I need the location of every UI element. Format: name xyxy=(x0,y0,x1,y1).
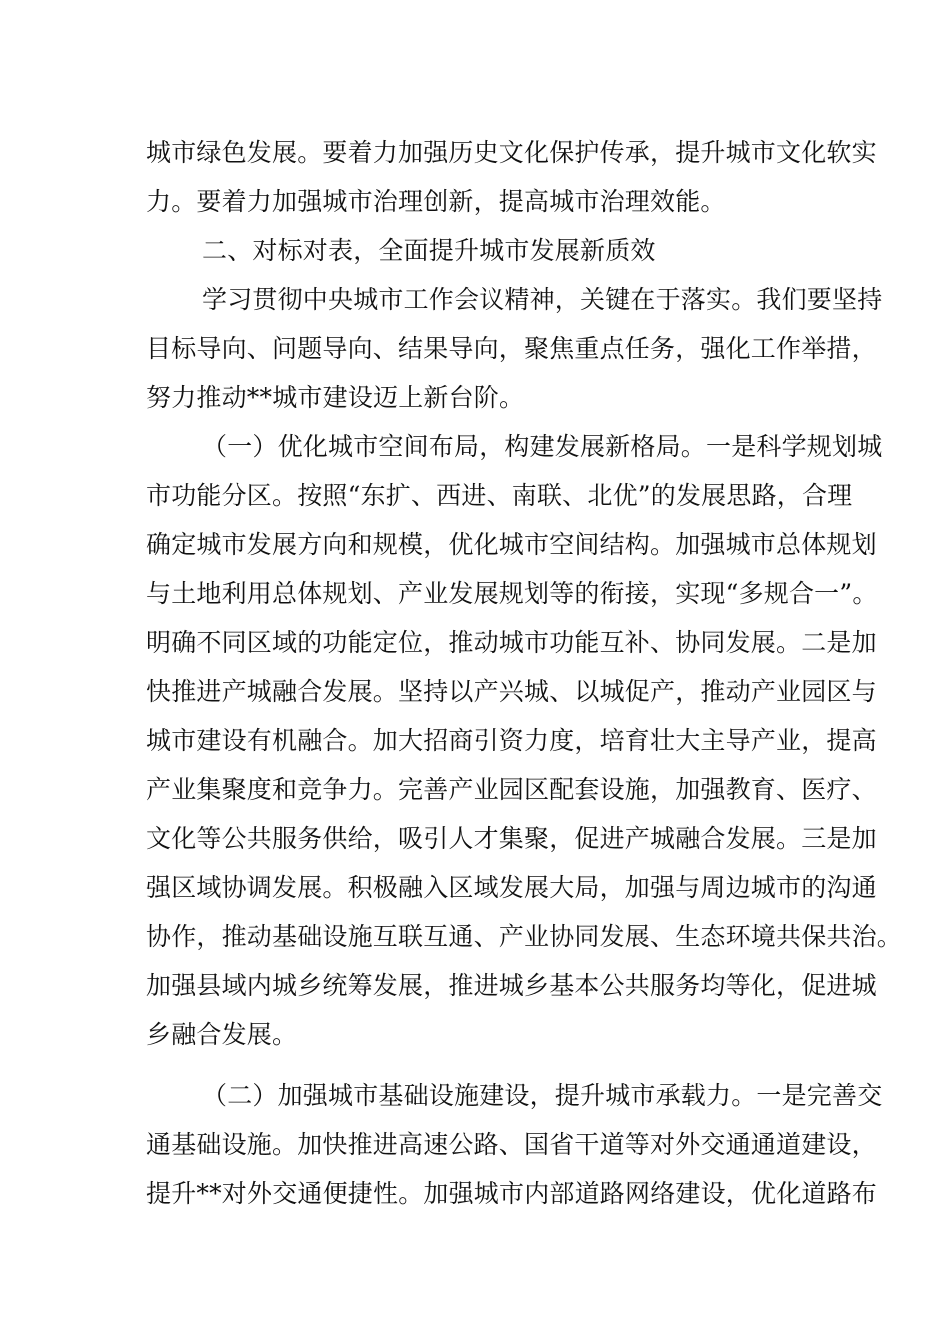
text-line: 明确不同区域的功能定位，推动城市功能互补、协同发展。二是加 xyxy=(146,628,877,657)
text-line: 产业集聚度和竞争力。完善产业园区配套设施，加强教育、医疗、 xyxy=(146,775,877,804)
text-line: 学习贯彻中央城市工作会议精神，关键在于落实。我们要坚持 xyxy=(202,285,883,314)
text-line: 快推进产城融合发展。坚持以产兴城、以城促产，推动产业园区与 xyxy=(146,677,877,706)
text-line: 确定城市发展方向和规模，优化城市空间结构。加强城市总体规划 xyxy=(146,530,877,559)
text-line: 与土地利用总体规划、产业发展规划等的衔接，实现“多规合一”。 xyxy=(146,579,878,608)
subsection-start: （一）优化城市空间布局，构建发展新格局。一是科学规划城 xyxy=(202,432,883,461)
text-line: 乡融合发展。 xyxy=(146,1020,298,1049)
text-line: 协作，推动基础设施互联互通、产业协同发展、生态环境共保共治。 xyxy=(146,922,903,951)
text-line: 努力推动**城市建设迈上新台阶。 xyxy=(146,383,525,412)
text-line: 力。要着力加强城市治理创新，提高城市治理效能。 xyxy=(146,187,726,216)
section-heading: 二、对标对表，全面提升城市发展新质效 xyxy=(202,236,656,265)
text-line: 城市绿色发展。要着力加强历史文化保护传承，提升城市文化软实 xyxy=(146,138,877,167)
text-line: 城市建设有机融合。加大招商引资力度，培育壮大主导产业，提高 xyxy=(146,726,877,755)
text-line: 强区域协调发展。积极融入区域发展大局，加强与周边城市的沟通 xyxy=(146,873,877,902)
text-line: 文化等公共服务供给，吸引人才集聚，促进产城融合发展。三是加 xyxy=(146,824,877,853)
text-line: 通基础设施。加快推进高速公路、国省干道等对外交通通道建设， xyxy=(146,1130,877,1159)
text-line: 市功能分区。按照“东扩、西进、南联、北优”的发展思路，合理 xyxy=(146,481,853,510)
text-line: 提升**对外交通便捷性。加强城市内部道路网络建设，优化道路布 xyxy=(146,1179,878,1208)
subsection-start: （二）加强城市基础设施建设，提升城市承载力。一是完善交 xyxy=(202,1081,883,1110)
text-line: 加强县域内城乡统筹发展，推进城乡基本公共服务均等化，促进城 xyxy=(146,971,877,1000)
text-line: 目标导向、问题导向、结果导向，聚焦重点任务，强化工作举措， xyxy=(146,334,877,363)
